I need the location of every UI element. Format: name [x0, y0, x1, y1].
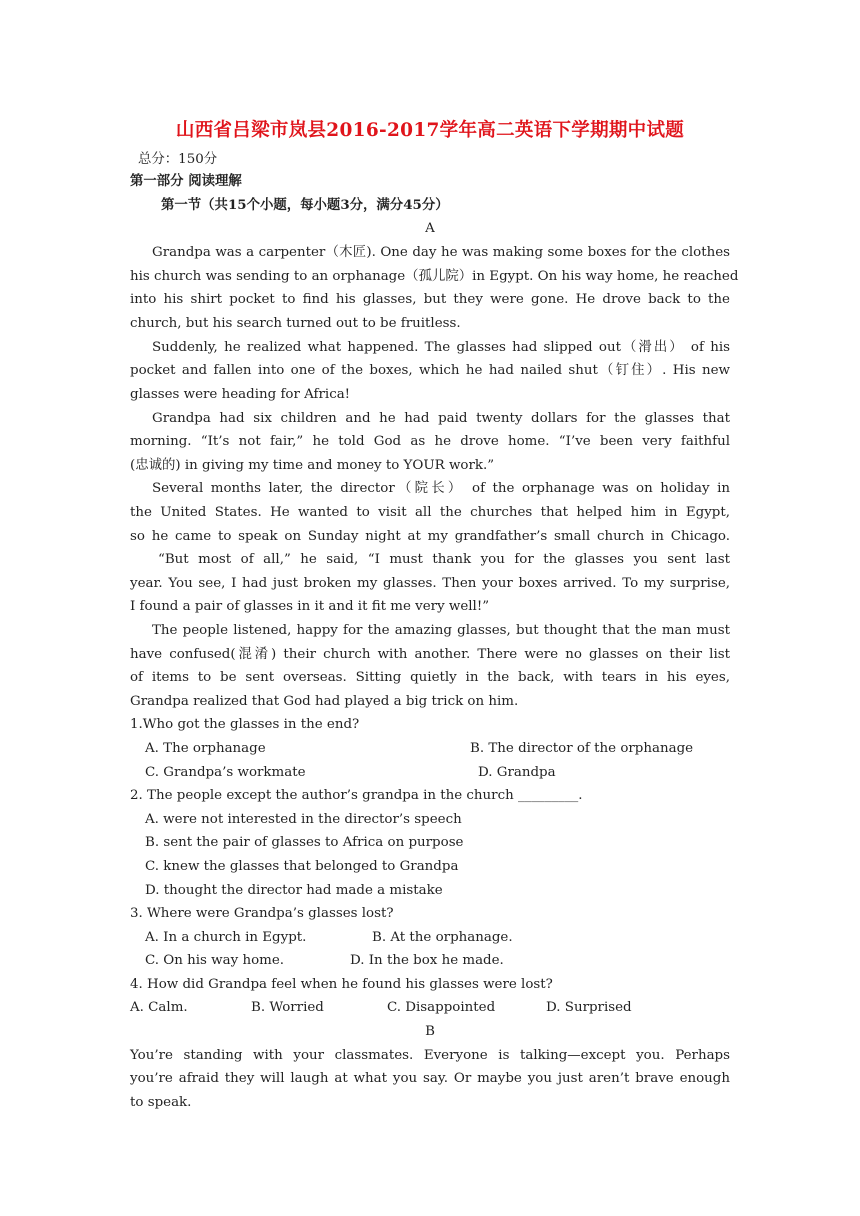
- question-3-stem: 3. Where were Grandpa’s glasses lost?: [130, 906, 394, 921]
- passage-a-line: Grandpa was a carpenter（木匠). One day he was making some boxes for the clothes: [152, 245, 730, 260]
- passage-a-line: of items to be sent overseas. Sitting quietly in the back, with tears in his eyes,: [130, 670, 730, 685]
- passage-b-line: you’re afraid they will laugh at what you say. Or maybe you just aren’t brave enough: [130, 1071, 730, 1086]
- question-4-option-b: B. Worried: [251, 1000, 324, 1015]
- passage-b-line: to speak.: [130, 1095, 192, 1110]
- passage-b-line: You’re standing with your classmates. Everyone is talking—except you. Perhaps: [130, 1048, 730, 1063]
- passage-a-line: pocket and fallen into one of the boxes, which he had nailed shut（钉住）. His new: [130, 363, 730, 378]
- question-2-option-c: C. knew the glasses that belonged to Grandpa: [145, 859, 459, 874]
- question-4-option-c: C. Disappointed: [387, 1000, 496, 1015]
- passage-a-line: I found a pair of glasses in it and it fit me very well!”: [130, 599, 490, 614]
- passage-a-line: Grandpa had six children and he had paid twenty dollars for the glasses that: [152, 411, 730, 426]
- passage-a-line: church, but his search turned out to be fruitless.: [130, 316, 461, 331]
- passage-a-line: “But most of all,” he said, “I must thank you for the glasses you sent last: [158, 552, 730, 567]
- question-3-option-b: B. At the orphanage.: [372, 930, 513, 945]
- passage-a-line: morning. “It’s not fair,” he told God as he drove home. “I’ve been very faithful: [130, 434, 730, 449]
- passage-a-line: into his shirt pocket to find his glasses, but they were gone. He drove back to the: [130, 292, 730, 307]
- section-heading: 第一节（共15个小题，每小题3分，满分45分）: [161, 197, 449, 213]
- passage-a-label: A: [425, 221, 435, 236]
- passage-a-line: so he came to speak on Sunday night at my grandfather’s small church in Chicago.: [130, 529, 730, 544]
- question-1-option-a: A. The orphanage: [145, 741, 266, 756]
- question-2-stem: 2. The people except the author’s grandpa in the church _________.: [130, 788, 583, 803]
- passage-a-line: Grandpa realized that God had played a big trick on him.: [130, 694, 519, 709]
- question-1-option-d: D. Grandpa: [478, 765, 556, 780]
- passage-a-line: his church was sending to an orphanage（孤儿院）in Egypt. On his way home, he reached: [130, 269, 739, 284]
- question-2-option-d: D. thought the director had made a mistake: [145, 883, 443, 898]
- question-1-option-c: C. Grandpa’s workmate: [145, 765, 306, 780]
- question-1-option-b: B. The director of the orphanage: [470, 741, 694, 756]
- part-heading: 第一部分 阅读理解: [130, 173, 242, 189]
- passage-a-line: the United States. He wanted to visit all the churches that helped him in Egypt,: [130, 505, 730, 520]
- question-2-option-b: B. sent the pair of glasses to Africa on purpose: [145, 835, 464, 850]
- question-4-stem: 4. How did Grandpa feel when he found his glasses were lost?: [130, 977, 553, 992]
- passage-a-line: Suddenly, he realized what happened. The glasses had slipped out（滑出） of his: [152, 340, 730, 355]
- passage-a-line: (忠诚的) in giving my time and money to YOUR work.”: [130, 458, 495, 473]
- passage-a-line: have confused(混淆) their church with another. There were no glasses on their list: [130, 647, 730, 662]
- passage-a-line: glasses were heading for Africa!: [130, 387, 351, 402]
- document-title: 山西省吕梁市岚县2016-2017学年高二英语下学期期中试题: [175, 120, 685, 141]
- question-3-option-d: D. In the box he made.: [350, 953, 504, 968]
- total-score: 总分：150分: [138, 152, 218, 167]
- passage-a-line: The people listened, happy for the amazing glasses, but thought that the man must: [152, 623, 730, 638]
- question-3-option-c: C. On his way home.: [145, 953, 285, 968]
- question-2-option-a: A. were not interested in the director’s speech: [145, 812, 462, 827]
- passage-a-line: year. You see, I had just broken my glasses. Then your boxes arrived. To my surprise,: [130, 576, 730, 591]
- passage-a-line: Several months later, the director（院长） of the orphanage was on holiday in: [152, 481, 730, 496]
- question-3-option-a: A. In a church in Egypt.: [145, 930, 307, 945]
- question-1-stem: 1.Who got the glasses in the end?: [130, 717, 360, 732]
- question-4-option-d: D. Surprised: [546, 1000, 632, 1015]
- passage-b-label: B: [425, 1024, 435, 1039]
- question-4-option-a: A. Calm.: [130, 1000, 188, 1015]
